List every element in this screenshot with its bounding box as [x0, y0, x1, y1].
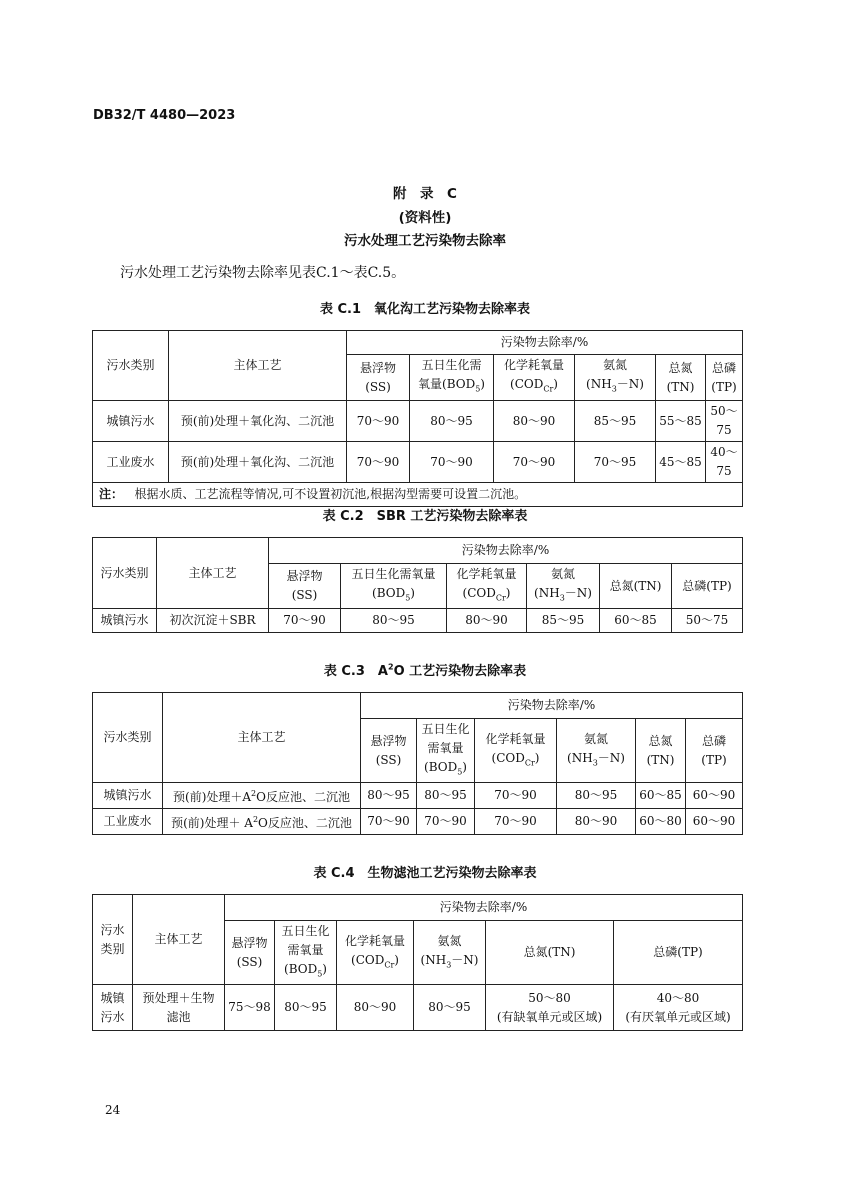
header-tp: 总磷 (TP): [706, 355, 743, 401]
table-row: 工业废水 预(前)处理＋ $A^2O$反应池、二沉池 70～90 70～90 70～90 80～90 60～80 60～90: [93, 809, 743, 835]
header-bod: 五日生化 需氧量 $(BOD_5)$: [275, 921, 337, 985]
table-c2: [92, 537, 743, 633]
header-ss: 悬浮物 (SS): [347, 355, 410, 401]
header-type: 污水类别: [93, 693, 163, 783]
table-c4-caption: 表 C.4 生物滤池工艺污染物去除率表: [313, 866, 537, 881]
header-cod: 化学耗氧量 $(COD_{Cr})$: [447, 564, 527, 609]
header-cod: 化学耗氧量 $(COD_{Cr})$: [337, 921, 414, 985]
table-c2-caption: 表 C.2 SBR 工艺污染物去除率表: [322, 509, 528, 524]
standard-number: DB32/T 4480—2023: [93, 108, 236, 123]
header-removal-rate: 污染物去除率/%: [347, 331, 743, 355]
table-c3: [92, 692, 743, 835]
table-row: 城镇污水 预(前)处理$+A^2O$反应池、二沉池 80～95 80～95 70～90 80～95 60～85 60～90: [93, 783, 743, 809]
header-nh3n: 氨氮 $(NH_3-N)$: [575, 355, 656, 401]
header-nh3n: 氨氮 $(NH_3-N)$: [557, 719, 636, 783]
header-tn: 总氮(TN): [486, 921, 614, 985]
header-cod: 化学耗氧量 $(COD_{Cr})$: [494, 355, 575, 401]
table-row: 工业废水 预(前)处理＋氧化沟、二沉池 70～90 70～90 70～90 70～95 45～85 40～75: [93, 442, 743, 483]
header-tp: 总磷 (TP): [686, 719, 743, 783]
table-c1: [92, 330, 743, 507]
header-bod: 五日生化需 氧量$(BOD_5)$: [410, 355, 494, 401]
table-c3-caption: 表 C.3 $A^2O$ 工艺污染物去除率表: [323, 662, 527, 679]
table-c1-caption: 表 C.1 氧化沟工艺污染物去除率表: [319, 302, 531, 317]
header-nh3n: 氨氮 $(NH_3-N)$: [414, 921, 486, 985]
table-row: 城镇 污水 预处理＋生物 滤池 75～98 80～95 80～90 80～95 50～80 (有缺氧单元或区域) 40～80 (有厌氧单元或区域): [93, 985, 743, 1031]
header-tn: 总氮 (TN): [636, 719, 686, 783]
appendix-subtitle: 污水处理工艺污染物去除率: [344, 233, 506, 249]
header-tp: 总磷(TP): [614, 921, 743, 985]
header-process: 主体工艺: [163, 693, 361, 783]
header-tp: 总磷(TP): [672, 564, 743, 609]
header-bod: 五日生化需氧量 $(BOD_5)$: [341, 564, 447, 609]
appendix-nature: (资料性): [398, 210, 452, 226]
header-removal-rate: 污染物去除率/%: [225, 895, 743, 921]
header-tn: 总氮 (TN): [656, 355, 706, 401]
table-row: 城镇污水 预(前)处理＋氧化沟、二沉池 70～90 80～95 80～90 85～95 55～85 50～75: [93, 401, 743, 442]
table-row: 城镇污水 初次沉淀＋SBR 70～90 80～95 80～90 85～95 60～85 50～75: [93, 609, 743, 633]
header-ss: 悬浮物 (SS): [361, 719, 417, 783]
header-removal-rate: 污染物去除率/%: [361, 693, 743, 719]
header-ss: 悬浮物 (SS): [269, 564, 341, 609]
header-type: 污水类别: [93, 331, 169, 401]
header-type: 污水类别: [93, 538, 157, 609]
appendix-title: 附 录 C: [393, 186, 457, 202]
header-tn: 总氮(TN): [600, 564, 672, 609]
header-type: 污水 类别: [93, 895, 133, 985]
table-c4: [92, 894, 743, 1031]
header-ss: 悬浮物 (SS): [225, 921, 275, 985]
header-process: 主体工艺: [157, 538, 269, 609]
page-number: 24: [105, 1103, 121, 1117]
header-bod: 五日生化 需氧量 $(BOD_5)$: [417, 719, 475, 783]
header-nh3n: 氨氮 $(NH_3-N)$: [527, 564, 600, 609]
header-cod: 化学耗氧量 $(COD_{Cr})$: [475, 719, 557, 783]
header-process: 主体工艺: [133, 895, 225, 985]
intro-paragraph: 污水处理工艺污染物去除率见表C.1～表C.5。: [120, 265, 406, 281]
table-note: 注： 根据水质、工艺流程等情况,可不设置初沉池,根据沟型需要可设置二沉池。: [93, 483, 743, 507]
header-removal-rate: 污染物去除率/%: [269, 538, 743, 564]
header-process: 主体工艺: [169, 331, 347, 401]
